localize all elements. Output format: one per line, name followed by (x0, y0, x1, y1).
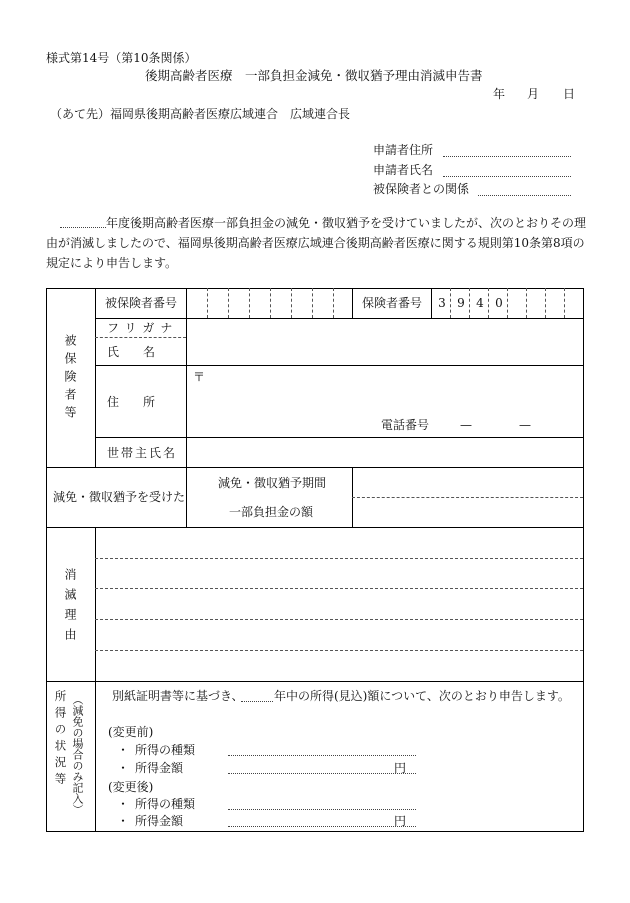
phone-label: 電話番号 (381, 418, 430, 432)
before-label: (変更前) (108, 725, 154, 739)
insurer-number-label: 保険者番号 (362, 296, 423, 310)
income-amount-label-before: 所得金額 (135, 761, 184, 775)
income-amount-field-after[interactable] (228, 826, 416, 827)
income-amount-field-before[interactable] (228, 773, 416, 774)
after-label: (変更後) (108, 780, 154, 794)
insurer-digit-2: 9 (457, 296, 465, 310)
phone-separator-2: — (519, 418, 531, 432)
phone-separator-1: — (460, 418, 472, 432)
date-day-label: 日 (563, 87, 576, 101)
insured-section-label: 被保険者等 (63, 334, 77, 424)
furigana-label: フリガナ (107, 321, 179, 335)
applicant-name-field[interactable] (443, 176, 571, 177)
income-type-label-after: 所得の種類 (135, 797, 196, 811)
date-month-label: 月 (527, 87, 540, 101)
income-type-label-before: 所得の種類 (135, 743, 196, 757)
applicant-address-label: 申請者住所 (373, 143, 434, 157)
intro-line-3: 規定により申告します。 (46, 256, 178, 270)
applicant-relation-field[interactable] (478, 195, 571, 196)
insurer-digit-1: 3 (438, 296, 446, 310)
addressee: （あて先）福岡県後期高齢者医療広域連合 広域連合長 (50, 107, 351, 121)
bullet: ・ (117, 814, 130, 828)
applicant-name-label: 申請者氏名 (373, 163, 434, 177)
income-section-note: （減免の場合のみ記入） (71, 694, 84, 815)
reason-section-label: 消滅理由 (63, 568, 77, 648)
bullet: ・ (117, 797, 130, 811)
householder-label: 世帯主氏名 (107, 446, 178, 460)
period-label: 減免・徴収猶予期間 (218, 476, 327, 490)
name-label: 氏 名 (107, 345, 156, 359)
bullet: ・ (117, 743, 130, 757)
address-label: 住 所 (107, 395, 156, 409)
form-number: 様式第14号（第10条関係） (46, 51, 197, 65)
yen-unit: 円 (394, 761, 407, 775)
postal-mark: 〒 (193, 370, 206, 384)
form-title: 後期高齢者医療 一部負担金減免・徴収猶予理由消滅申告書 (145, 68, 483, 83)
fiscal-year-field[interactable] (60, 227, 106, 228)
income-text-pre: 別紙証明書等に基づき、 (112, 689, 244, 703)
income-year-field[interactable] (241, 701, 273, 702)
intro-line-1: 年度後期高齢者医療一部負担金の減免・徴収猶予を受けていましたが、次のとおりその理 (106, 216, 587, 230)
income-type-field-before[interactable] (228, 755, 416, 756)
applicant-address-field[interactable] (443, 156, 571, 157)
income-type-field-after[interactable] (228, 809, 416, 810)
date-year-label: 年 (493, 87, 506, 101)
received-label: 減免・徴収猶予を受けた (53, 490, 186, 504)
income-amount-label-after: 所得金額 (135, 814, 184, 828)
income-text-post: 年中の所得(見込)額について、次のとおり申告します。 (274, 689, 570, 703)
insured-number-label: 被保険者番号 (105, 296, 178, 310)
intro-line-2: 由が消滅しましたので、福岡県後期高齢者医療広域連合後期高齢者医療に関する規則第10条第8項の (46, 236, 585, 250)
amount-label: 一部負担金の額 (229, 505, 314, 519)
insurer-digit-3: 4 (476, 296, 484, 310)
bullet: ・ (117, 761, 130, 775)
applicant-relation-label: 被保険者との関係 (373, 182, 470, 196)
yen-unit: 円 (394, 814, 407, 828)
insurer-digit-4: 0 (495, 296, 503, 310)
income-section-label: 所得の状況等 (53, 690, 68, 789)
